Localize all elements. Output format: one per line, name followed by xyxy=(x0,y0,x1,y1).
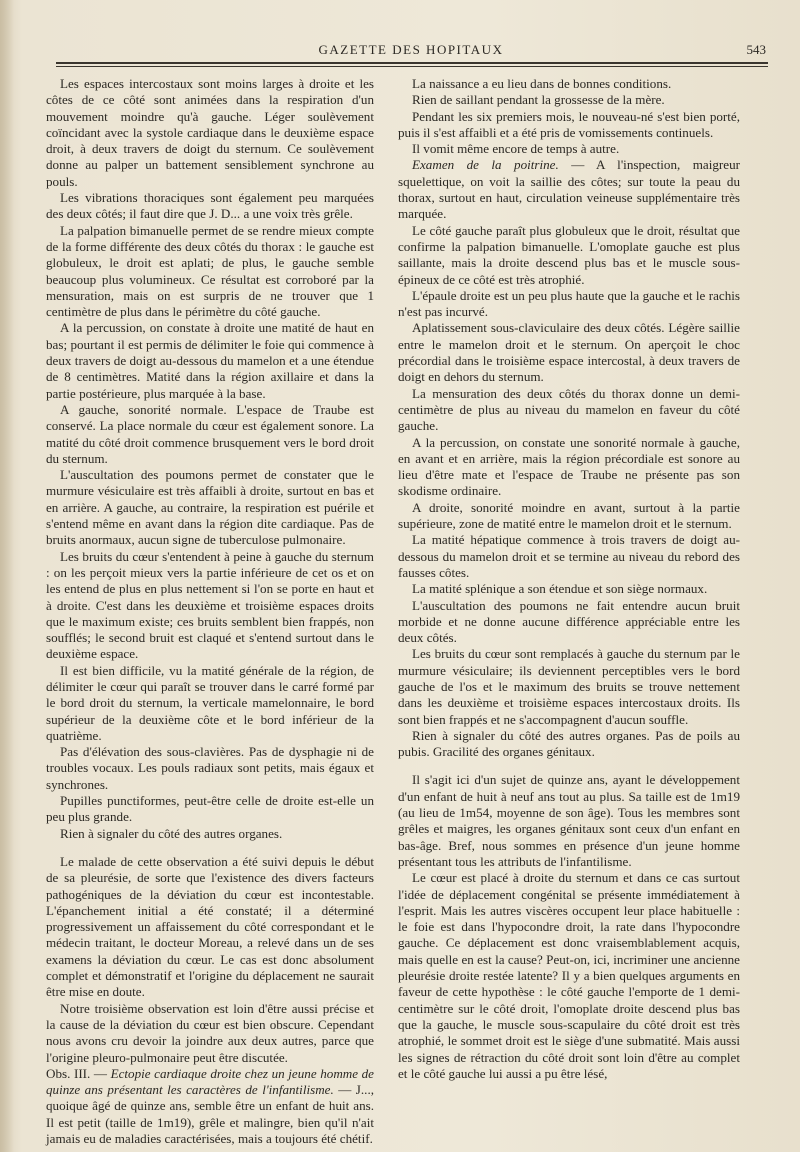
paragraph: Il s'agit ici d'un sujet de quinze ans, ayant le développement d'un enfant de huit à neuf ans tout au plus. Sa taille est de 1m19 (au lieu de 1m54, moyenne de son âge). Tous les membres sont grêles et maigres, les organes génitaux sont ceux d'un enfant en bas-âge. Bref, nous sommes en présence d'un jeune homme présentant tous les attributs de l'infantilisme. xyxy=(398,772,740,869)
header-rule-thick xyxy=(56,62,768,64)
paragraph: Les bruits du cœur sont remplacés à gauche du sternum par le murmure vésiculaire; ils deviennent perceptibles vers le bord gauche de l'os et le maximum des bruits se trouve nettement dans les deuxième et troisième espaces intercostaux droits. Ils sont bien frappés et ne s'accompagnent d'aucun souffle. xyxy=(398,646,740,727)
paragraph: Il vomit même encore de temps à autre. xyxy=(412,141,620,157)
paragraph: Le côté gauche paraît plus globuleux que le droit, résultat que confirme la palpation bimanuelle. L'omoplate gauche est plus saillante, mais la droite descend plus bas et le muscle sous-épineux de ce côté est très atrophié. xyxy=(398,222,740,287)
paragraph: Pendant les six premiers mois, le nouveau-né s'est bien porté, puis il s'est affaibli et a été pris de vomissements continuels. xyxy=(398,108,740,140)
paragraph: Pas d'élévation des sous-clavières. Pas de dysphagie ni de troubles vocaux. Les pouls radiaux sont petits, mais égaux et synchrones. xyxy=(46,744,374,792)
obs-text: — J..., quoique âgé de quinze ans, semble être un enfant de huit ans. Il est petit (taille de 1m19), grêle et malingre, bien qu'il n'ait jamais eu de maladies caractérisées, mais a toujours été chétif. xyxy=(46,1082,374,1146)
paragraph: Il est bien difficile, vu la matité générale de la région, de délimiter le cœur qui paraît se trouver dans le carré formé par le bord droit du sternum, la verticale mamelonnaire, le bord supérieur de la deuxième côte et le bord inférieur de la quatrième. xyxy=(46,662,374,743)
paragraph: La naissance a eu lieu dans de bonnes conditions. xyxy=(412,76,672,91)
paragraph: A droite, sonorité moindre en avant, surtout à la partie supérieure, zone de matité entre le mamelon droit et le sternum. xyxy=(398,499,740,532)
paragraph: L'épaule droite est un peu plus haute que la gauche et le rachis n'est pas incurvé. xyxy=(398,287,740,320)
paragraph: A la percussion, on constate à droite une matité de haut en bas; pourtant il est permis de délimiter le foie qui commence à deux travers de doigt au-dessous du mamelon et a une étendue de 8 centimètres. Matité dans la région axillaire et dans la partie postérieure, plus marquée à la base. xyxy=(46,320,374,401)
header-rule-thin xyxy=(56,66,768,67)
paragraph: La palpation bimanuelle permet de se rendre mieux compte de la forme différente des deux côtés du thorax : le gauche est globuleux, le droit est aplati; de plus, le gauche semble beaucoup plus volumineux. Ce résultat est corroboré par la mensuration, mais on est surpris de ne trouver que 1 centimètre de plus dans le périmètre du côté gauche. xyxy=(46,222,374,320)
spacer xyxy=(398,760,740,772)
paragraph: Les vibrations thoraciques sont également peu marquées des deux côtés; il faut dire que J. D... a une voix très grêle. xyxy=(46,190,374,222)
paragraph: L'auscultation des poumons ne fait entendre aucun bruit morbide et ne donne aucune différence appréciable entre les deux côtés. xyxy=(398,597,740,646)
paragraph: A la percussion, on constate une sonorité normale à gauche, en avant et en arrière, mais la région précordiale est sonore au lieu d'être mate et l'espace de Traube ne présente pas son skodisme ordinaire. xyxy=(398,434,740,499)
page-header xyxy=(56,40,766,60)
paragraph: Les bruits du cœur s'entendent à peine à gauche du sternum : on les perçoit mieux vers la partie inférieure de cet os et on les entend de plus en plus nettement si l'on se porte en haut et à droite. C'est dans les deuxième et troisième espaces droits que le maximum existe; ces bruits semblent bien frappés, non soufflés; le second bruit est claqué et s'entend surtout dans le deuxième espace. xyxy=(46,548,374,662)
paragraph: Pupilles punctiformes, peut-être celle de droite est-elle un peu plus grande. xyxy=(46,793,374,825)
paragraph: Rien à signaler du côté des autres organes. xyxy=(60,825,283,841)
paragraph: La matité splénique a son étendue et son siège normaux. xyxy=(412,581,708,597)
obs-prefix: Obs. III. — xyxy=(46,1065,111,1081)
binding-shadow xyxy=(0,0,14,1152)
journal-title: GAZETTE DES HOPITAUX xyxy=(318,42,504,57)
paragraph: La mensuration des deux côtés du thorax donne un demi-centimètre de plus au niveau du mamelon en faveur du côté gauche. xyxy=(398,385,740,434)
paragraph: Notre troisième observation est loin d'être aussi précise et la cause de la déviation du cœur est bien obscure. Cependant nous avons cru devoir la joindre aux deux autres, parce que l'origine pleuro-pulmonaire peut être discutée. xyxy=(46,1000,374,1065)
paragraph: Les espaces intercostaux sont moins larges à droite et les côtes de ce côté sont animées dans la respiration d'un mouvement moindre qu'à gauche. Léger soulèvement coïncidant avec la systole cardiaque dans le deuxième espace droit, à deux travers de doigt du sternum. Ce soulèvement donne au palper un battement sensiblement synchrone au pouls. xyxy=(46,76,374,189)
paragraph: L'auscultation des poumons permet de constater que le murmure vésiculaire est très affaibli à droite, surtout en bas et en arrière. A gauche, au contraire, la respiration est puérile et s'entend même en avant dans la région dite cardiaque. Pas de bruits anormaux, aucun signe de tuberculose pulmonaire. xyxy=(46,467,374,548)
paragraph: Le cœur est placé à droite du sternum et dans ce cas surtout l'idée de déplacement congénital se présente immédiatement à l'esprit. Mais les autres viscères occupent leur place habituelle : le foie est dans l'hypocondre droit, la rate dans l'hypocondre gauche. Ce déplacement est donc vraisemblablement acquis, mais quelle en est la cause? Peut-on, ici, incriminer une ancienne pleurésie droite restée latente? Il y a bien quelques arguments en faveur de cette hypothèse : le côté gauche l'emporte de 1 demi-centimètre sur le côté droit, l'omoplate droite descend plus bas que la gauche, le muscle sous-scapulaire du côté droit est très atrophié, le sommet droit est le siège d'une submatité. Mais aussi les signes de rétraction du côté droit sont loin d'être au complet et le côté gauche lui aussi a pu être lésé, xyxy=(398,870,740,1081)
paragraph: Rien à signaler du côté des autres organes. Pas de poils au pubis. Gracilité des organes génitaux. xyxy=(398,727,740,760)
paragraph: Rien de saillant pendant la grossesse de la mère. xyxy=(412,92,665,108)
exam-label: Examen de la poitrine. xyxy=(412,157,559,173)
page-number: 543 xyxy=(746,42,766,57)
paragraph: A gauche, sonorité normale. L'espace de Traube est conservé. La place normale du cœur est également sonore. La matité du côté droit commence brusquement vers le bord droit du sternum. xyxy=(46,401,374,466)
paragraph: La matité hépatique commence à trois travers de doigt au-dessous du mamelon droit et se termine au niveau du rebord des fausses côtes. xyxy=(398,532,740,580)
spacer xyxy=(46,842,374,854)
paragraph: Le malade de cette observation a été suivi depuis le début de sa pleurésie, de sorte que l'existence des divers facteurs pathogéniques de la déviation du cœur est incontestable. L'épanchement initial a été constaté; il a déterminé progressivement un affaissement du côté correspondant et le médecin traitant, le docteur Moreau, a relevé dans un de ses examens la déviation du cœur. Le cas est donc absolument complet et démonstratif et l'origine du déplacement ne saurait être mise en doute. xyxy=(46,853,374,1000)
left-column xyxy=(46,76,374,1147)
exam-text: — A l'inspection, maigreur squelettique, on voit la saillie des côtes; sur toute la peau du thorax, surtout en haut, circulation veineuse supplémentaire très marquée. xyxy=(398,157,740,222)
exam-paragraph xyxy=(398,157,740,222)
observation-3-heading xyxy=(46,1066,374,1147)
obs-title: Ectopie cardiaque droite chez un jeune homme de quinze ans présentant les caractères de l'infantilisme. xyxy=(46,1065,374,1098)
right-column xyxy=(398,76,740,1082)
paragraph: Aplatissement sous-claviculaire des deux côtés. Légère saillie entre le mamelon droit et le sternum. On aperçoit le choc précordial dans le troisième espace intercostal, à deux travers de doigt en dehors du sternum. xyxy=(398,320,740,385)
